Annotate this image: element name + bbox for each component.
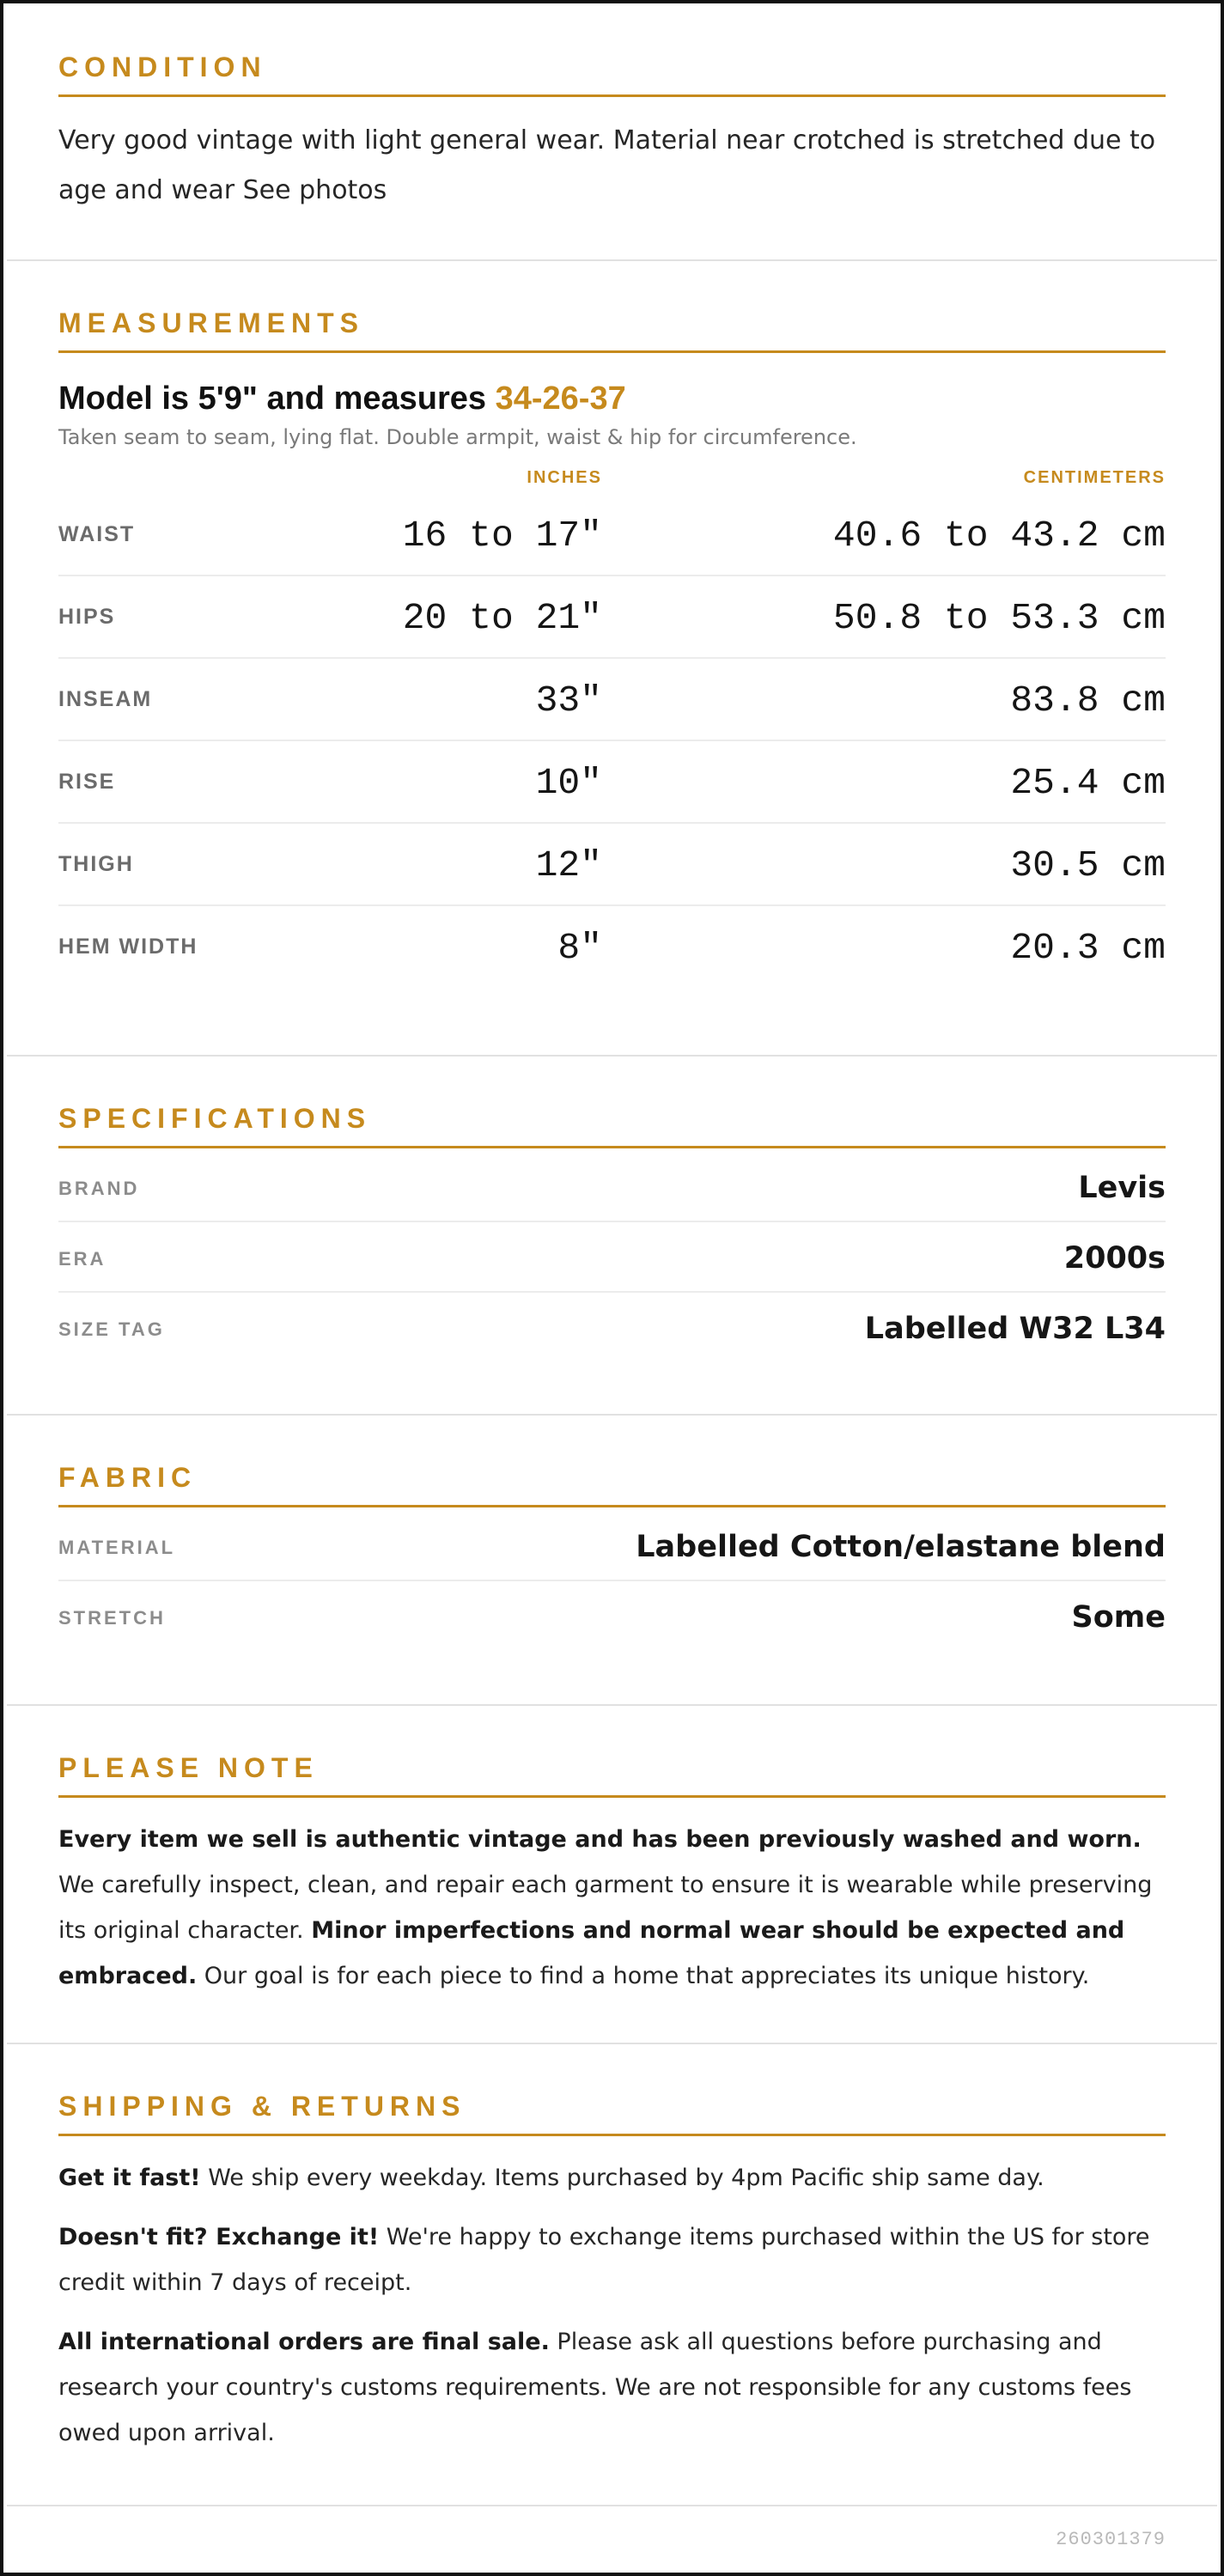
heading-rule [58, 1795, 1166, 1798]
shipping-bold-2: Doesn't fit? Exchange it! [58, 2224, 380, 2250]
measurement-inches: 10" [535, 762, 602, 804]
measurement-label: HEM WIDTH [58, 935, 198, 959]
fabric-row-stretch [58, 1581, 1166, 1650]
fabric-label: MATERIAL [58, 1537, 176, 1558]
measurement-inches: 12" [535, 844, 602, 886]
measurement-label: THIGH [58, 852, 134, 876]
spec-label: ERA [58, 1248, 107, 1270]
shipping-text-1: We ship every weekday. Items purchased by 4pm Pacific ship same day. [200, 2165, 1044, 2191]
measurement-cm: 20.3 cm [1010, 927, 1166, 969]
note-text-2: Our goal is for each piece to find a home that appreciates its unique history. [197, 1963, 1090, 1989]
spec-row-brand [58, 1152, 1166, 1222]
spec-value: Levis [1078, 1171, 1166, 1205]
shipping-text-2: We're happy to exchange items purchased within the US for store credit within 7 days of receipt. [58, 2224, 1150, 2296]
measurement-method-note: Taken seam to seam, lying flat. Double armpit, waist & hip for circumference. [58, 425, 857, 449]
measurement-inches: 16 to 17" [402, 515, 602, 557]
measurement-cm: 25.4 cm [1010, 762, 1166, 804]
shipping-heading: SHIPPING & RETURNS [58, 2091, 466, 2122]
measurement-row-hem-width [58, 906, 1166, 987]
spec-row-size-tag [58, 1293, 1166, 1361]
shipping-paragraph-speed [58, 2155, 1166, 2201]
please-note-heading: PLEASE NOTE [58, 1752, 319, 1783]
shipping-text [58, 2155, 1166, 2456]
measurement-label: HIPS [58, 605, 116, 629]
spec-label: SIZE TAG [58, 1318, 165, 1340]
model-prefix: Model is 5'9" and measures [58, 381, 496, 417]
measurements-section [7, 259, 1217, 1057]
measurement-inches: 20 to 21" [402, 597, 602, 639]
fabric-value: Labelled Cotton/elastane blend [636, 1530, 1166, 1564]
shipping-paragraph-exchange [58, 2214, 1166, 2305]
model-measures-line [58, 379, 1166, 418]
note-bold-2: Minor imperfections and normal wear should be expected and embraced. [58, 1917, 1125, 1989]
measurement-inches: 8" [557, 927, 602, 969]
measurement-label: WAIST [58, 522, 136, 546]
fabric-section [7, 1414, 1217, 1706]
please-note-section [7, 1704, 1217, 2044]
note-bold-1: Every item we sell is authentic vintage and has been previously washed and worn. [58, 1826, 1142, 1853]
measurement-row-thigh [58, 824, 1166, 906]
measurement-cm: 83.8 cm [1010, 679, 1166, 722]
measurement-row-hips [58, 576, 1166, 659]
fabric-heading: FABRIC [58, 1462, 198, 1493]
heading-rule [58, 2134, 1166, 2136]
measurement-label: INSEAM [58, 687, 153, 711]
spec-label: BRAND [58, 1178, 140, 1199]
condition-text: Very good vintage with light general wear. Material near crotched is stretched due to age and wear See photos [58, 125, 1156, 205]
centimeters-column-header: CENTIMETERS [1023, 468, 1166, 487]
fabric-label: STRETCH [58, 1607, 166, 1629]
measurement-label: RISE [58, 770, 116, 794]
measurement-cm: 30.5 cm [1010, 844, 1166, 886]
heading-rule [58, 94, 1166, 97]
shipping-bold-3: All international orders are final sale. [58, 2329, 550, 2355]
shipping-bold-1: Get it fast! [58, 2165, 201, 2191]
measurement-column-headers [58, 468, 1166, 494]
inches-column-header: INCHES [527, 468, 602, 487]
condition-section [7, 3, 1217, 261]
fabric-value: Some [1071, 1600, 1166, 1635]
measurement-row-waist [58, 494, 1166, 576]
condition-heading: CONDITION [58, 52, 267, 82]
note-text-1: We carefully inspect, clean, and repair each garment to ensure it is wearable while preserving its original character. [58, 1872, 1153, 1944]
spec-value: Labelled W32 L34 [864, 1312, 1166, 1346]
item-id: 260301379 [1056, 2529, 1166, 2550]
measurement-cm: 40.6 to 43.2 cm [832, 515, 1166, 557]
shipping-section [7, 2043, 1217, 2506]
fabric-row-material [58, 1511, 1166, 1581]
heading-rule [58, 350, 1166, 353]
measurement-inches: 33" [535, 679, 602, 722]
measurement-cm: 50.8 to 53.3 cm [832, 597, 1166, 639]
model-measures-value: 34-26-37 [495, 381, 626, 417]
measurement-row-rise [58, 741, 1166, 824]
spec-value: 2000s [1063, 1241, 1166, 1276]
shipping-paragraph-international [58, 2319, 1166, 2456]
specifications-section [7, 1055, 1217, 1416]
shipping-text-3: Please ask all questions before purchasing and research your country's customs requirements. We are not responsible for any customs fees owed upon arrival. [58, 2329, 1132, 2446]
measurement-row-inseam [58, 659, 1166, 741]
please-note-text [58, 1817, 1166, 1999]
measurements-heading: MEASUREMENTS [58, 308, 365, 338]
spec-row-era [58, 1222, 1166, 1293]
specifications-heading: SPECIFICATIONS [58, 1103, 372, 1134]
